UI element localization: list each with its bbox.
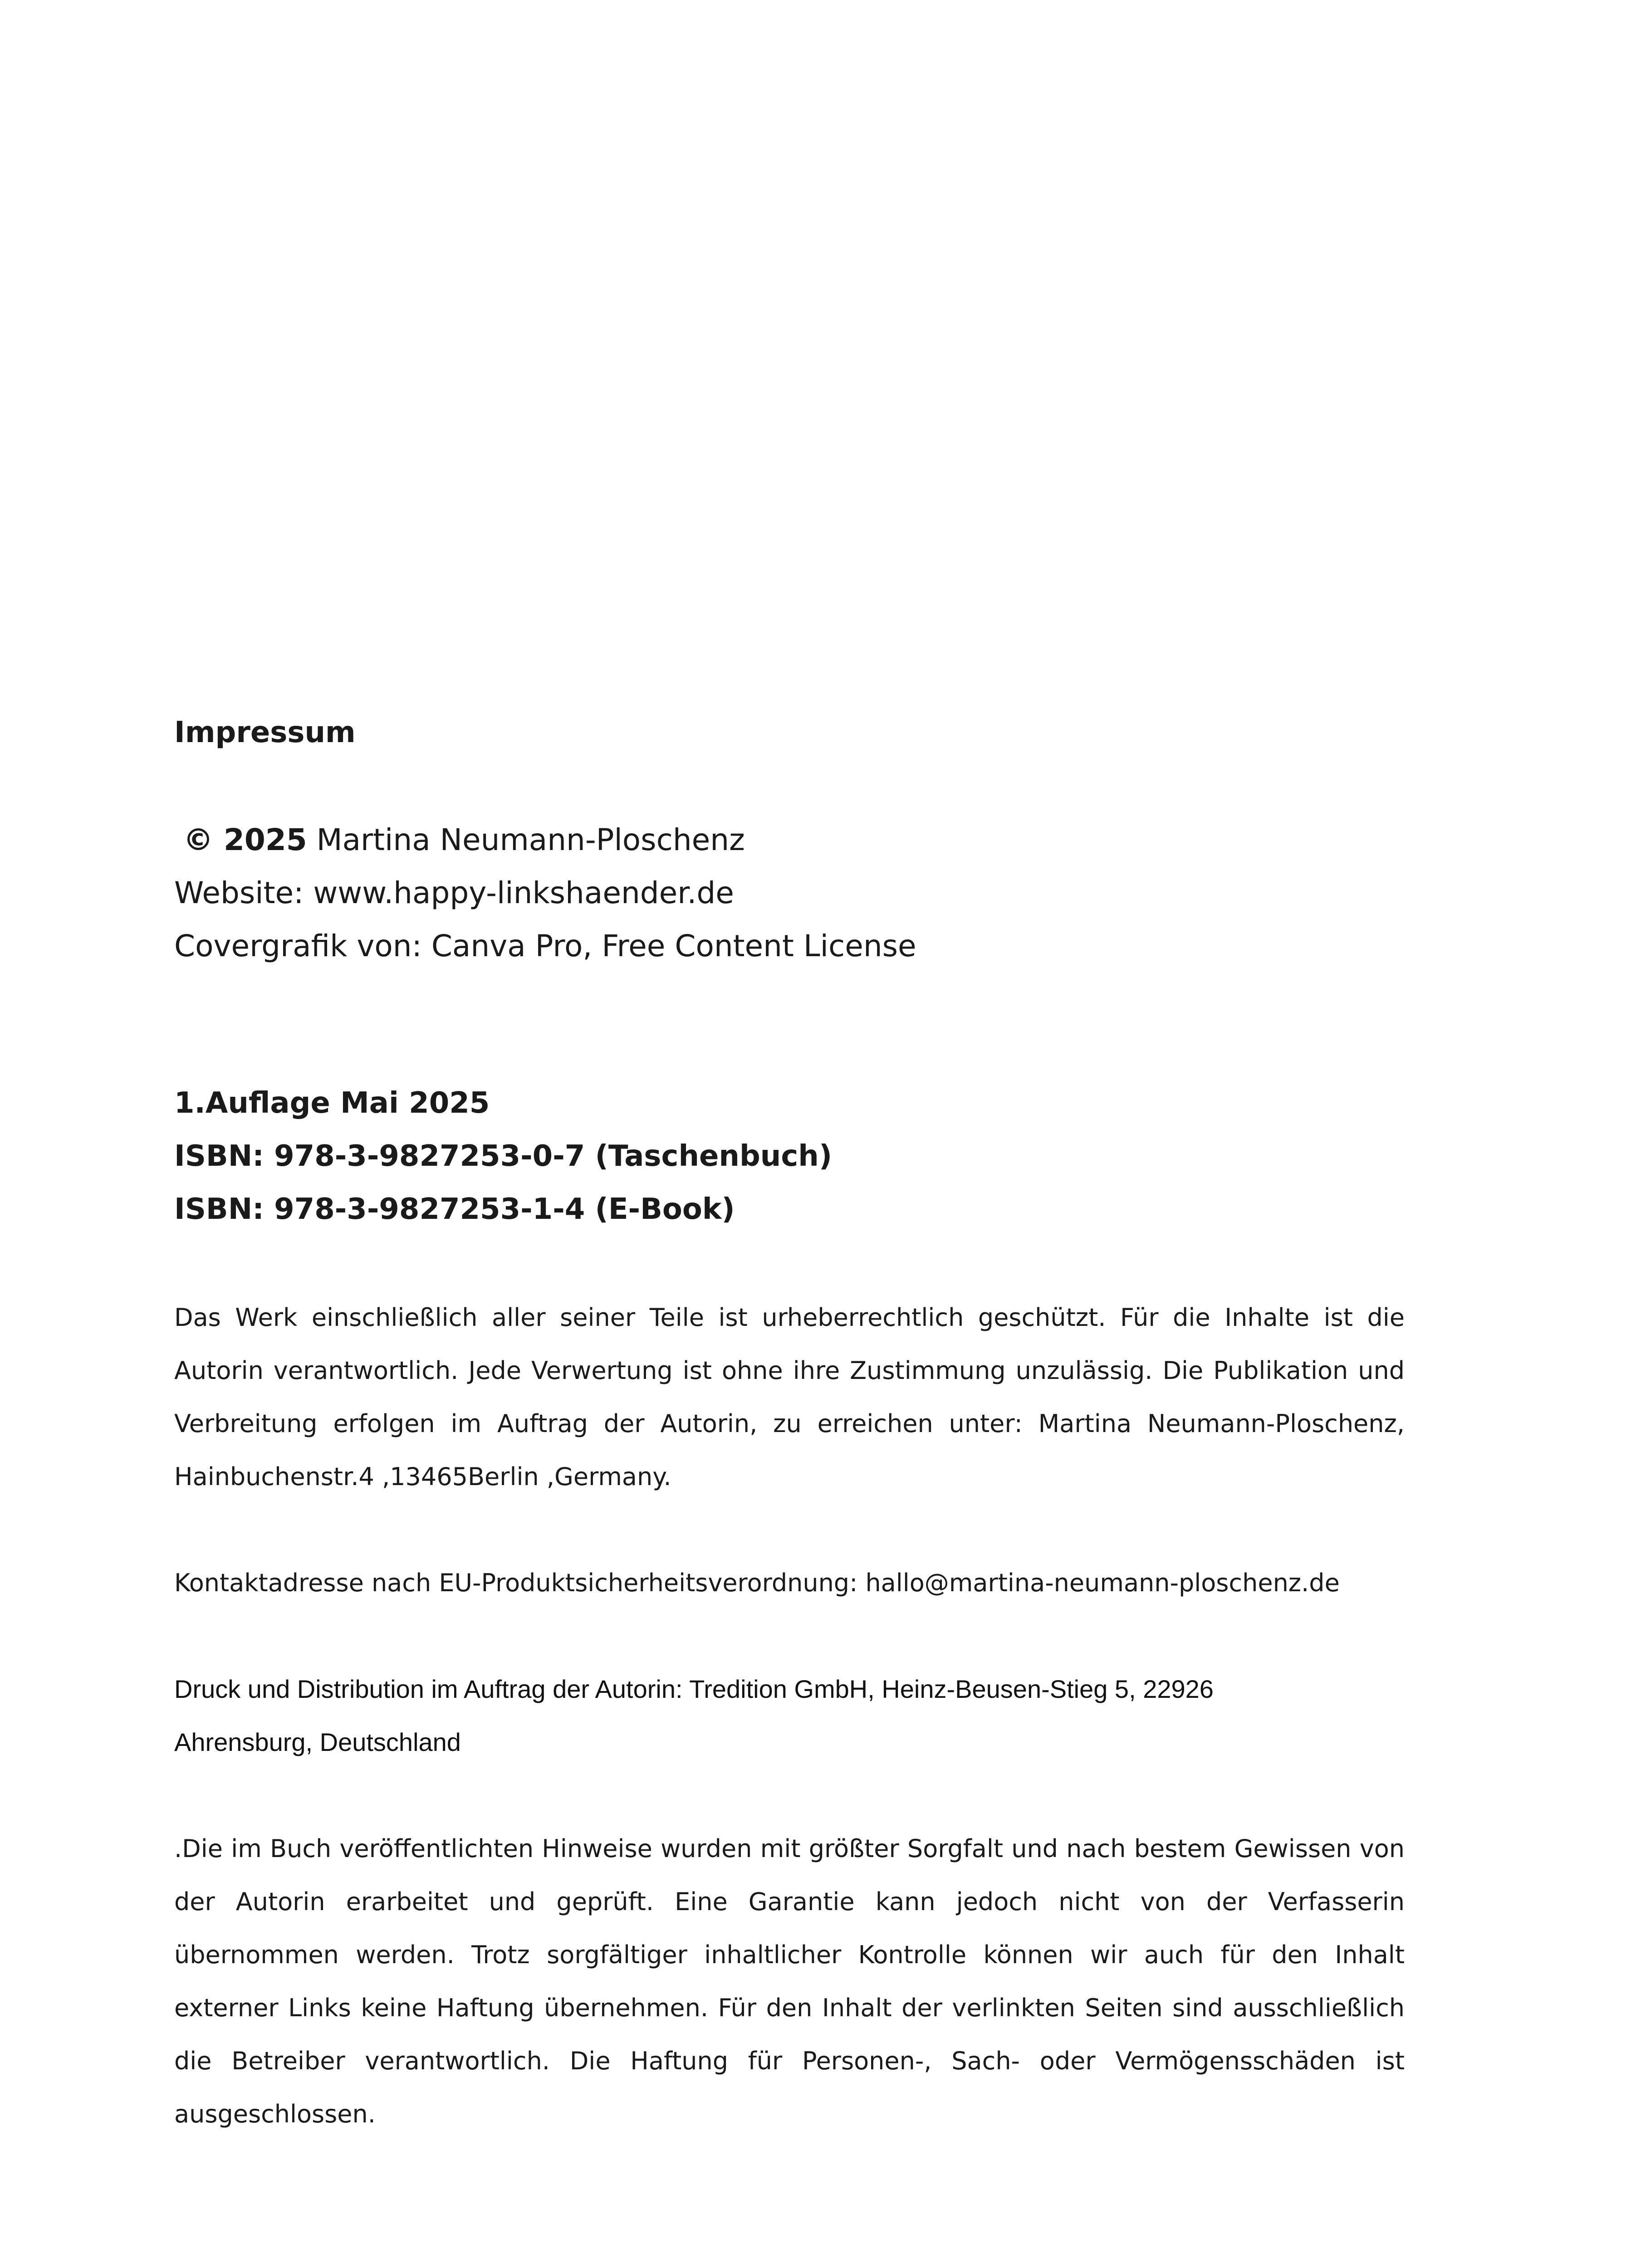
printing-distribution: Druck und Distribution im Auftrag der Autorin: Tredition GmbH, Heinz-Beusen-Stieg 5, 22926 Ahrensburg, Deutschland [174, 1675, 1214, 1756]
liability-disclaimer: .Die im Buch veröffentlichten Hinweise wurden mit größter Sorgfalt und nach bestem Gewissen von der Autorin erarbeitet und geprüft. Eine Garantie kann jedoch nicht von der Verfasserin übernommen werden. Trotz sorgfältiger inhaltlicher Kontrolle können wir auch für den Inhalt externer Links keine Haftung übernehmen. Für den Inhalt der verlinkten Seiten sind ausschließlich die Betreiber verantwortlich. Die Haftung für Personen-, Sach- oder Vermögensschäden ist ausgeschlossen. [174, 1834, 1405, 2128]
contact-address: Kontaktadresse nach EU-Produktsicherheitsverordnung: hallo@martina-neumann-ploschenz.de [174, 1569, 1340, 1597]
isbn-ebook-line: ISBN: 978-3-9827253-1-4 (E-Book) [174, 1193, 735, 1226]
credits-block [174, 813, 1405, 973]
copyright-notice: Das Werk einschließlich aller seiner Teile ist urheberrechtlich geschützt. Für die Inhalte ist die Autorin verantwortlich. Jede Verwertung ist ohne ihre Zustimmung unzulässig. Die Publikation und Verbreitung erfolgen im Auftrag der Autorin, zu erreichen unter: Martina Neumann-Ploschenz, Hainbuchenstr.4 ,13465Berlin ,Germany. [174, 1303, 1405, 1491]
cover-credit-line: Covergrafik von: Canva Pro, Free Content License [174, 929, 916, 963]
copyright-line [174, 813, 1405, 866]
website-line: Website: www.happy-linkshaender.de [174, 875, 734, 910]
edition-block [174, 1077, 1405, 1236]
copyright-year: © 2025 [183, 822, 307, 857]
page-title: Impressum [174, 716, 356, 749]
edition-line: 1.Auflage Mai 2025 [174, 1086, 490, 1120]
author-name: Martina Neumann-Ploschenz [316, 822, 745, 857]
isbn-paperback-line: ISBN: 978-3-9827253-0-7 (Taschenbuch) [174, 1139, 833, 1173]
